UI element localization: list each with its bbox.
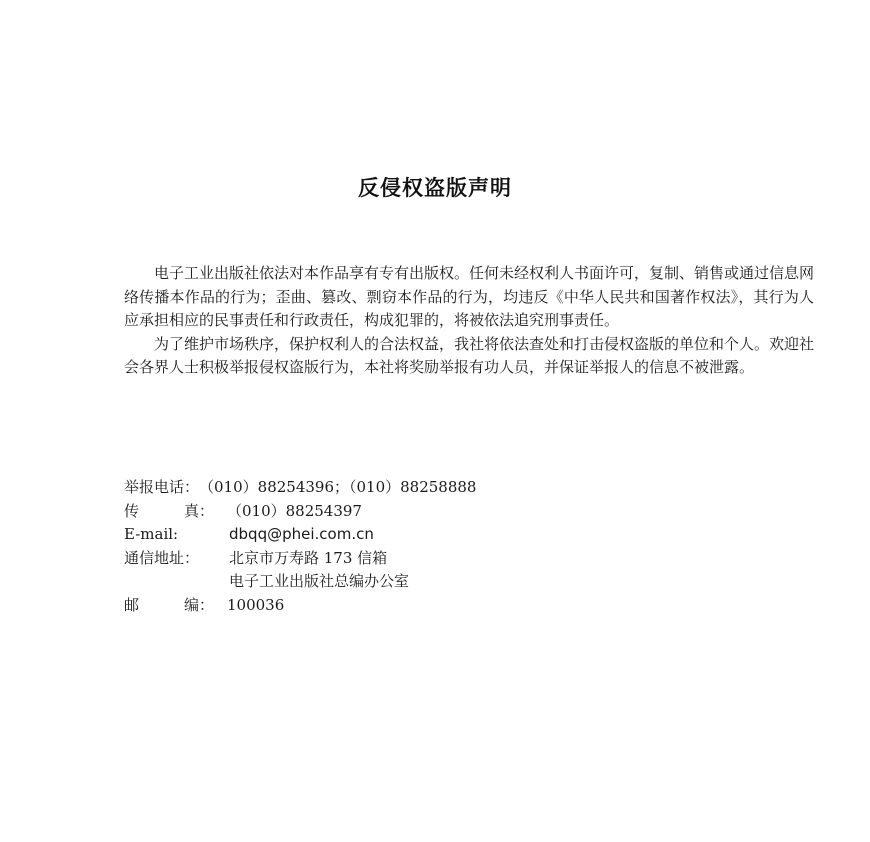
address-line1: 北京市万寿路 173 信箱 <box>229 548 388 567</box>
contact-row-report-phone <box>124 476 724 500</box>
postcode-value: 100036 <box>227 595 285 614</box>
postcode-label <box>124 594 229 618</box>
address-line2: 电子工业出版社总编办公室 <box>229 572 410 591</box>
fax-value: （010）88254397 <box>227 501 362 520</box>
report-phone-value: （010）88254396；（010）88258888 <box>199 478 477 496</box>
contact-row-postcode <box>124 594 724 618</box>
paragraph-copyright: 电子工业出版社依法对本作品享有专有出版权。任何未经权利人书面许可，复制、销售或通过信息网络传播本作品的行为；歪曲、篡改、剽窃本作品的行为，均违反《中华人民共和国著作权法》，其行为人应承担相应的民事责任和行政责任，构成犯罪的，将被依法追究刑事责任。 <box>124 264 815 329</box>
email-label: E-mail: <box>124 525 179 544</box>
contact-row-email <box>124 523 724 547</box>
statement-body <box>124 262 814 380</box>
fax-label-right: 真： <box>183 501 214 520</box>
page-title: 反侵权盗版声明 <box>358 176 512 200</box>
paragraph-reporting: 为了维护市场秩序，保护权利人的合法权益，我社将依法查处和打击侵权盗版的单位和个人。欢迎社会各界人士积极举报侵权盗版行为，本社将奖励举报有功人员，并保证举报人的信息不被泄露。 <box>124 334 815 376</box>
contact-row-address <box>124 547 724 571</box>
contact-row-fax <box>124 500 724 524</box>
contact-row-address-2 <box>124 570 724 594</box>
fax-label <box>124 500 229 524</box>
address-label: 通信地址： <box>124 548 200 567</box>
report-phone-label: 举报电话： <box>124 478 200 496</box>
contact-info <box>124 476 724 618</box>
email-value: dbqq@phei.com.cn <box>229 525 374 544</box>
fax-label-left: 传 <box>124 501 140 520</box>
postcode-label-right: 编： <box>183 595 214 614</box>
postcode-label-left: 邮 <box>124 595 140 614</box>
